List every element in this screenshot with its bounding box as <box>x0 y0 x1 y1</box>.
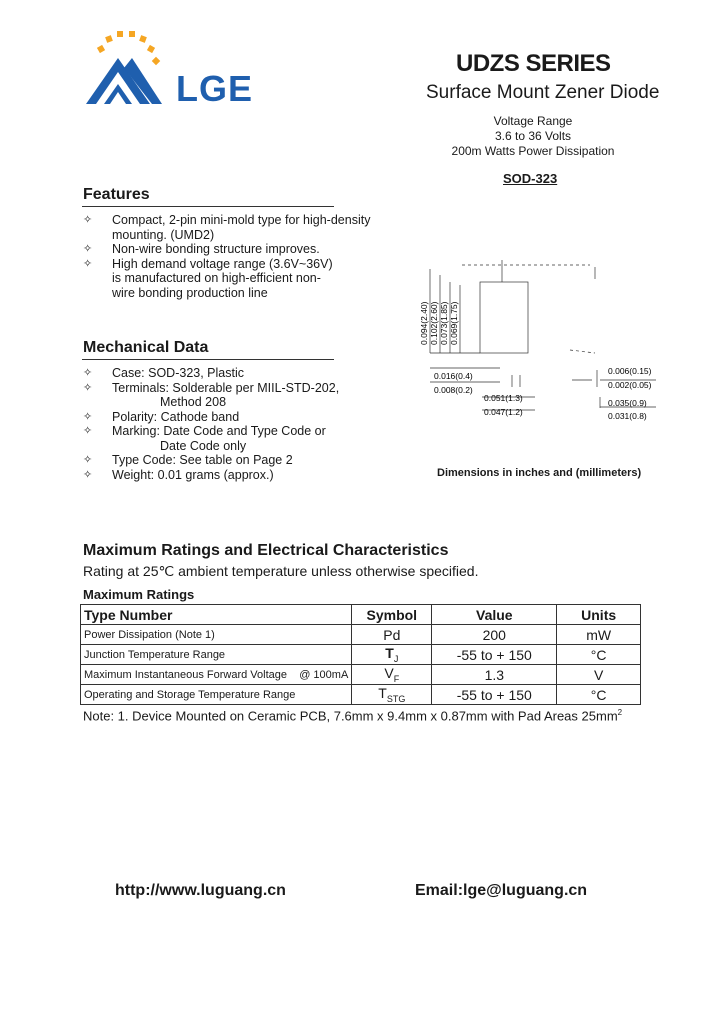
marking-text: Marking: Date Code and Type Code or <box>112 424 326 438</box>
row-units: °C <box>557 685 641 705</box>
lge-logo-icon <box>84 28 176 106</box>
ratings-table <box>80 604 641 705</box>
list-item: ✧ Non-wire bonding structure improves. <box>83 242 383 257</box>
header-type-number: Type Number <box>81 605 352 625</box>
mechanical-divider <box>82 359 334 360</box>
table-note <box>83 708 622 723</box>
note-sup: 2 <box>617 708 623 717</box>
symbol-sub: STG <box>386 693 406 704</box>
features-list <box>83 213 383 300</box>
dim-0-035: 0.035(0.9) <box>608 398 647 408</box>
dim-0-069: 0.069(1.75) <box>449 301 459 345</box>
table-row <box>81 685 641 705</box>
row-name: Junction Temperature Range <box>81 645 352 665</box>
dim-0-051: 0.051(1.3) <box>484 393 523 403</box>
row-symbol <box>352 685 432 705</box>
header-units: Units <box>557 605 641 625</box>
spec-voltage-range: 3.6 to 36 Volts <box>494 129 572 143</box>
symbol-sub: J <box>393 653 399 664</box>
row-units: °C <box>557 645 641 665</box>
row-name: Maximum Instantaneous Forward Voltage @ 100mA <box>81 665 352 685</box>
symbol-main: T <box>385 645 394 662</box>
ratings-title: Maximum Ratings and Electrical Characteristics <box>83 542 449 559</box>
table-row <box>81 625 641 645</box>
note-text: Note: 1. Device Mounted on Ceramic PCB, 7.6mm x 9.4mm x 0.87mm with Pad Areas 25mm <box>83 708 618 724</box>
marking-cont: Date Code only <box>160 438 247 453</box>
terminals-text: Terminals: Solderable per MIIL-STD-202, <box>112 380 340 395</box>
row-value: 200 <box>432 625 557 645</box>
mechanical-title: Mechanical Data <box>83 339 209 356</box>
list-item: ✧ Weight: 0.01 grams (approx.) <box>83 468 403 483</box>
row-units: mW <box>557 625 641 645</box>
dim-0-102: 0.102(2.60) <box>429 301 439 345</box>
row-value: -55 to + 150 <box>432 685 557 705</box>
dim-0-006: 0.006(0.15) <box>608 366 652 376</box>
row-value: -55 to + 150 <box>432 645 557 665</box>
table-row <box>81 665 641 685</box>
mechanical-list <box>83 366 403 482</box>
product-subtitle: Surface Mount Zener Diode <box>426 82 660 103</box>
dim-0-094: 0.094(2.40) <box>419 301 429 345</box>
features-title: Features <box>83 186 150 203</box>
logo-text: LGE <box>176 68 254 109</box>
header-symbol: Symbol <box>352 605 432 625</box>
list-item <box>83 381 403 410</box>
symbol-main: T <box>378 685 387 702</box>
spec-power: 200m Watts Power Dissipation <box>451 144 615 158</box>
row-symbol <box>352 665 432 685</box>
symbol-sub: F <box>393 673 400 684</box>
dim-0-008: 0.008(0.2) <box>434 385 473 395</box>
max-ratings-label: Maximum Ratings <box>83 587 195 602</box>
list-item <box>83 424 403 453</box>
row-name: Operating and Storage Temperature Range <box>81 685 352 705</box>
website-link[interactable]: http://www.luguang.cn <box>115 882 286 899</box>
ratings-subtitle: Rating at 25℃ ambient temperature unless otherwise specified. <box>83 563 479 579</box>
row-value: 1.3 <box>432 665 557 685</box>
list-item: ✧ Polarity: Cathode band <box>83 410 403 425</box>
dimension-caption: Dimensions in inches and (millimeters) <box>437 467 642 479</box>
dim-0-073: 0.073(1.85) <box>439 301 449 345</box>
body-outline <box>480 282 528 353</box>
header-value: Value <box>432 605 557 625</box>
dim-0-031: 0.031(0.8) <box>608 411 647 421</box>
list-item: ✧ Case: SOD-323, Plastic <box>83 366 403 381</box>
table-row <box>81 645 641 665</box>
series-title: UDZS SERIES <box>456 50 611 77</box>
package-label: SOD-323 <box>503 171 558 186</box>
table-header-row <box>81 605 641 625</box>
features-divider <box>82 206 334 207</box>
dim-0-016: 0.016(0.4) <box>434 371 473 381</box>
list-item: ✧ High demand voltage range (3.6V~36V) is manufactured on high-efficient non-wire bonding production line <box>83 257 383 301</box>
dim-0-047: 0.047(1.2) <box>484 407 523 417</box>
email-link[interactable]: Email:lge@luguang.cn <box>415 882 588 899</box>
symbol-main: V <box>384 665 394 682</box>
row-units: V <box>557 665 641 685</box>
dim-0-002: 0.002(0.05) <box>608 380 652 390</box>
spec-voltage-range-label: Voltage Range <box>493 114 573 128</box>
row-symbol: Pd <box>352 625 432 645</box>
row-name: Power Dissipation (Note 1) <box>81 625 352 645</box>
row-symbol <box>352 645 432 665</box>
list-item: ✧ Type Code: See table on Page 2 <box>83 453 403 468</box>
terminals-cont: Method 208 <box>160 395 227 409</box>
list-item: ✧ Compact, 2-pin mini-mold type for high-density mounting. (UMD2) <box>83 213 383 242</box>
package-dimension-diagram <box>410 255 670 430</box>
